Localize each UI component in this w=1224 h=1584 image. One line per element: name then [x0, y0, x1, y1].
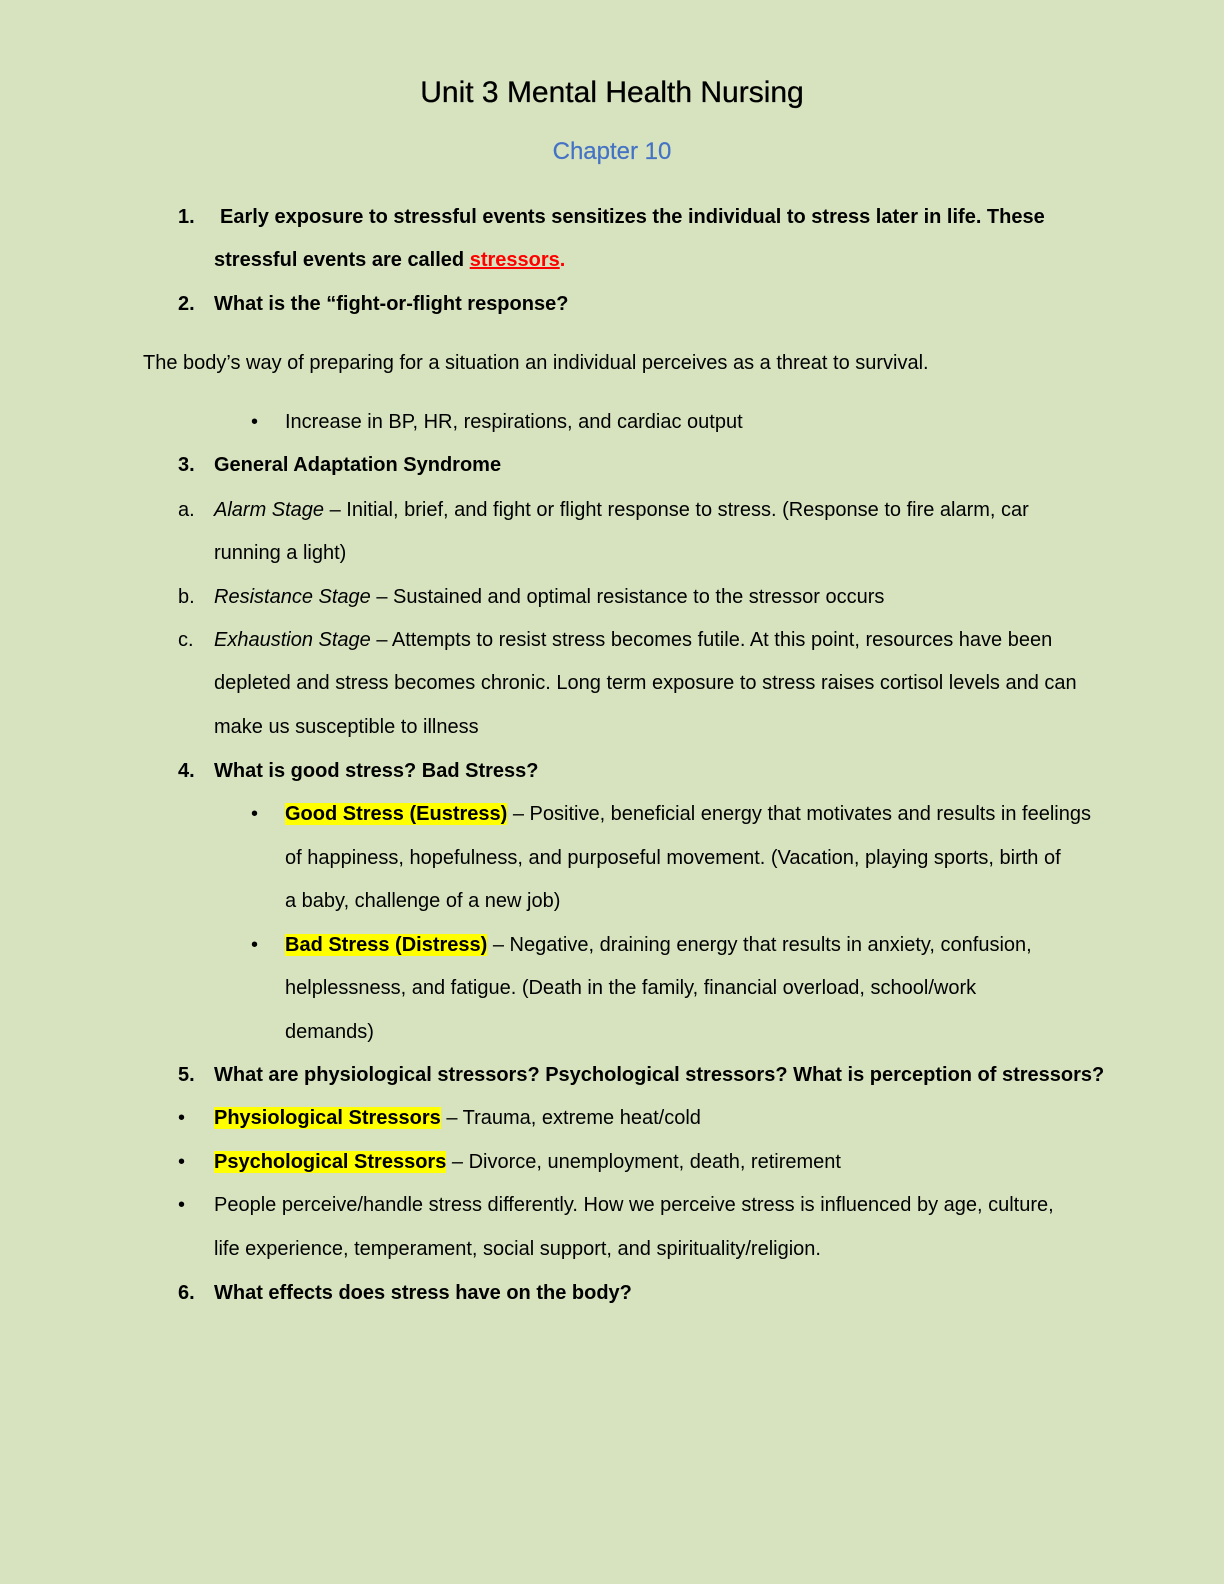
q4-good-line2: of happiness, hopefulness, and purposeful movement. (Vacation, playing sports, birth of	[285, 847, 1061, 869]
good-stress-term: Good Stress (Eustress)	[285, 803, 508, 825]
q3a-text: – Initial, brief, and fight or flight response to stress. (Response to fire alarm, car	[324, 499, 1029, 521]
q5-question: What are physiological stressors? Psychological stressors? What is perception of stressors?	[214, 1064, 1105, 1086]
bullet-marker: •	[178, 1194, 186, 1216]
q3b-term: Resistance Stage	[214, 586, 371, 608]
q3a-letter: a.	[178, 499, 195, 521]
q1-line2-pre: stressful events are called	[214, 249, 470, 271]
q3c-line1	[214, 628, 1052, 652]
q5-number: 5.	[178, 1064, 195, 1086]
q4-good-line3: a baby, challenge of a new job)	[285, 890, 561, 912]
q3c-line2: depleted and stress becomes chronic. Long term exposure to stress raises cortisol levels and can	[214, 672, 1077, 694]
q1-line2-post: .	[559, 249, 566, 271]
page-title: Unit 3 Mental Health Nursing	[420, 76, 804, 109]
q2-question: What is the “fight-or-flight response?	[214, 293, 569, 315]
q3c-text: – Attempts to resist stress becomes futile. At this point, resources have been	[370, 629, 1053, 651]
q2-number: 2.	[178, 293, 195, 315]
q1-number: 1.	[178, 206, 195, 228]
chapter-subtitle: Chapter 10	[552, 138, 672, 165]
physiological-text: – Trauma, extreme heat/cold	[440, 1107, 701, 1129]
q4-bad-line1	[285, 933, 1032, 957]
q1-key-term: stressors	[469, 249, 560, 271]
good-stress-text: – Positive, beneficial energy that motivates and results in feelings	[507, 803, 1091, 825]
q4-bad-line2: helplessness, and fatigue. (Death in the family, financial overload, school/work	[285, 977, 977, 999]
q3-number: 3.	[178, 454, 195, 476]
q4-bad-line3: demands)	[285, 1021, 374, 1043]
q5-psycho	[214, 1150, 841, 1174]
q1-line2	[214, 248, 565, 272]
q3c-letter: c.	[178, 629, 194, 651]
bullet-marker: •	[251, 803, 259, 825]
q5-physio	[214, 1106, 701, 1130]
q3b-letter: b.	[178, 586, 195, 608]
bad-stress-term: Bad Stress (Distress)	[285, 934, 488, 956]
q3a-line1	[214, 498, 1029, 522]
bullet-marker: •	[251, 411, 259, 433]
q3-question: General Adaptation Syndrome	[214, 454, 502, 476]
bullet-marker: •	[251, 934, 259, 956]
q4-good-line1	[285, 802, 1091, 826]
q3b-line1	[214, 585, 884, 609]
bullet-marker: •	[178, 1107, 186, 1129]
q2-answer: The body’s way of preparing for a situation an individual perceives as a threat to survival.	[143, 352, 929, 374]
q6-number: 6.	[178, 1282, 195, 1304]
q5-perceive-line1: People perceive/handle stress differently. How we perceive stress is influenced by age, culture,	[214, 1194, 1054, 1216]
bullet-marker: •	[178, 1151, 186, 1173]
q4-question: What is good stress? Bad Stress?	[214, 760, 539, 782]
q1-line1: Early exposure to stressful events sensitizes the individual to stress later in life. These	[220, 206, 1045, 228]
q5-perceive-line2: life experience, temperament, social support, and spirituality/religion.	[214, 1238, 821, 1260]
q6-question: What effects does stress have on the body?	[214, 1282, 632, 1304]
q3c-term: Exhaustion Stage	[214, 629, 371, 651]
q3b-text: – Sustained and optimal resistance to the stressor occurs	[370, 586, 885, 608]
q4-number: 4.	[178, 760, 195, 782]
psychological-term: Psychological Stressors	[214, 1151, 447, 1173]
bad-stress-text: – Negative, draining energy that results in anxiety, confusion,	[487, 934, 1032, 956]
q2-bullet-text: Increase in BP, HR, respirations, and cardiac output	[285, 411, 743, 433]
q3c-line3: make us susceptible to illness	[214, 716, 479, 738]
physiological-term: Physiological Stressors	[214, 1107, 441, 1129]
q3a-line2: running a light)	[214, 542, 347, 564]
psychological-text: – Divorce, unemployment, death, retirement	[446, 1151, 841, 1173]
q3a-term: Alarm Stage	[214, 499, 325, 521]
